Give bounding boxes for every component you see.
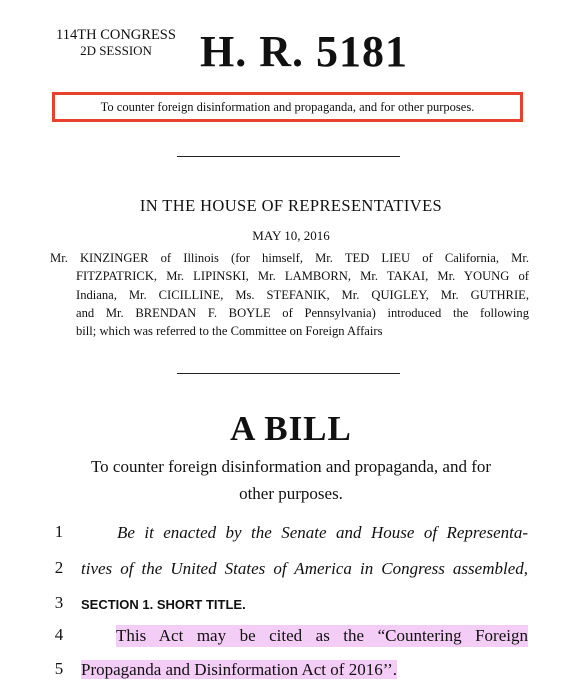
bill-title [55,454,527,507]
a-bill-heading: A BILL [230,409,352,448]
session-label: 2D SESSION [80,43,152,58]
line-number: 3 [54,593,64,612]
divider-top [177,156,400,157]
bill-title-line: To counter foreign disinformation and propaganda, and for [90,457,492,476]
chamber-heading: IN THE HOUSE OF REPRESENTATIVES [139,196,443,215]
congress-session-label [47,27,185,59]
purpose-banner: To counter foreign disinformation and propaganda, and for other purposes. [52,92,523,122]
line-number: 1 [54,522,64,541]
congress-label: 114TH CONGRESS [56,27,176,43]
line-number: 5 [54,659,64,678]
sponsors-line: FITZPATRICK, Mr. LIPINSKI, Mr. LAMBORN, Mr. TAKAI, Mr. YOUNG of [76,269,529,284]
sponsors-line: and Mr. BRENDAN F. BOYLE of Pennsylvania) introduced the following [76,305,529,320]
enacting-clause-line: Be it enacted by the Senate and House of Representa- [117,523,528,542]
sponsors-line: Mr. KINZINGER of Illinois (for himself, Mr. TED LIEU of California, Mr. [50,251,529,265]
bill-number: H. R. 5181 [200,27,408,76]
sponsors-line: bill; which was referred to the Committee on Foreign Affairs [76,324,383,339]
divider-bottom [177,373,400,374]
line-number: 4 [54,625,64,644]
sponsors-line: Indiana, Mr. CICILLINE, Ms. STEFANIK, Mr. QUIGLEY, Mr. GUTHRIE, [76,287,529,302]
short-title-line [116,625,528,647]
enacting-clause-line: tives of the United States of America in Congress assembled, [81,559,528,578]
sponsors-paragraph [50,249,529,340]
section-heading: SECTION 1. SHORT TITLE. [81,597,246,612]
highlighted-text: This Act may be cited as the “Countering Foreign [116,626,528,645]
introduced-date: MAY 10, 2016 [252,228,330,243]
highlighted-text: Propaganda and Disinformation Act of 2016’’. [81,660,398,679]
line-number: 2 [54,558,64,577]
bill-title-line: other purposes. [239,483,343,503]
short-title-line [81,659,397,681]
